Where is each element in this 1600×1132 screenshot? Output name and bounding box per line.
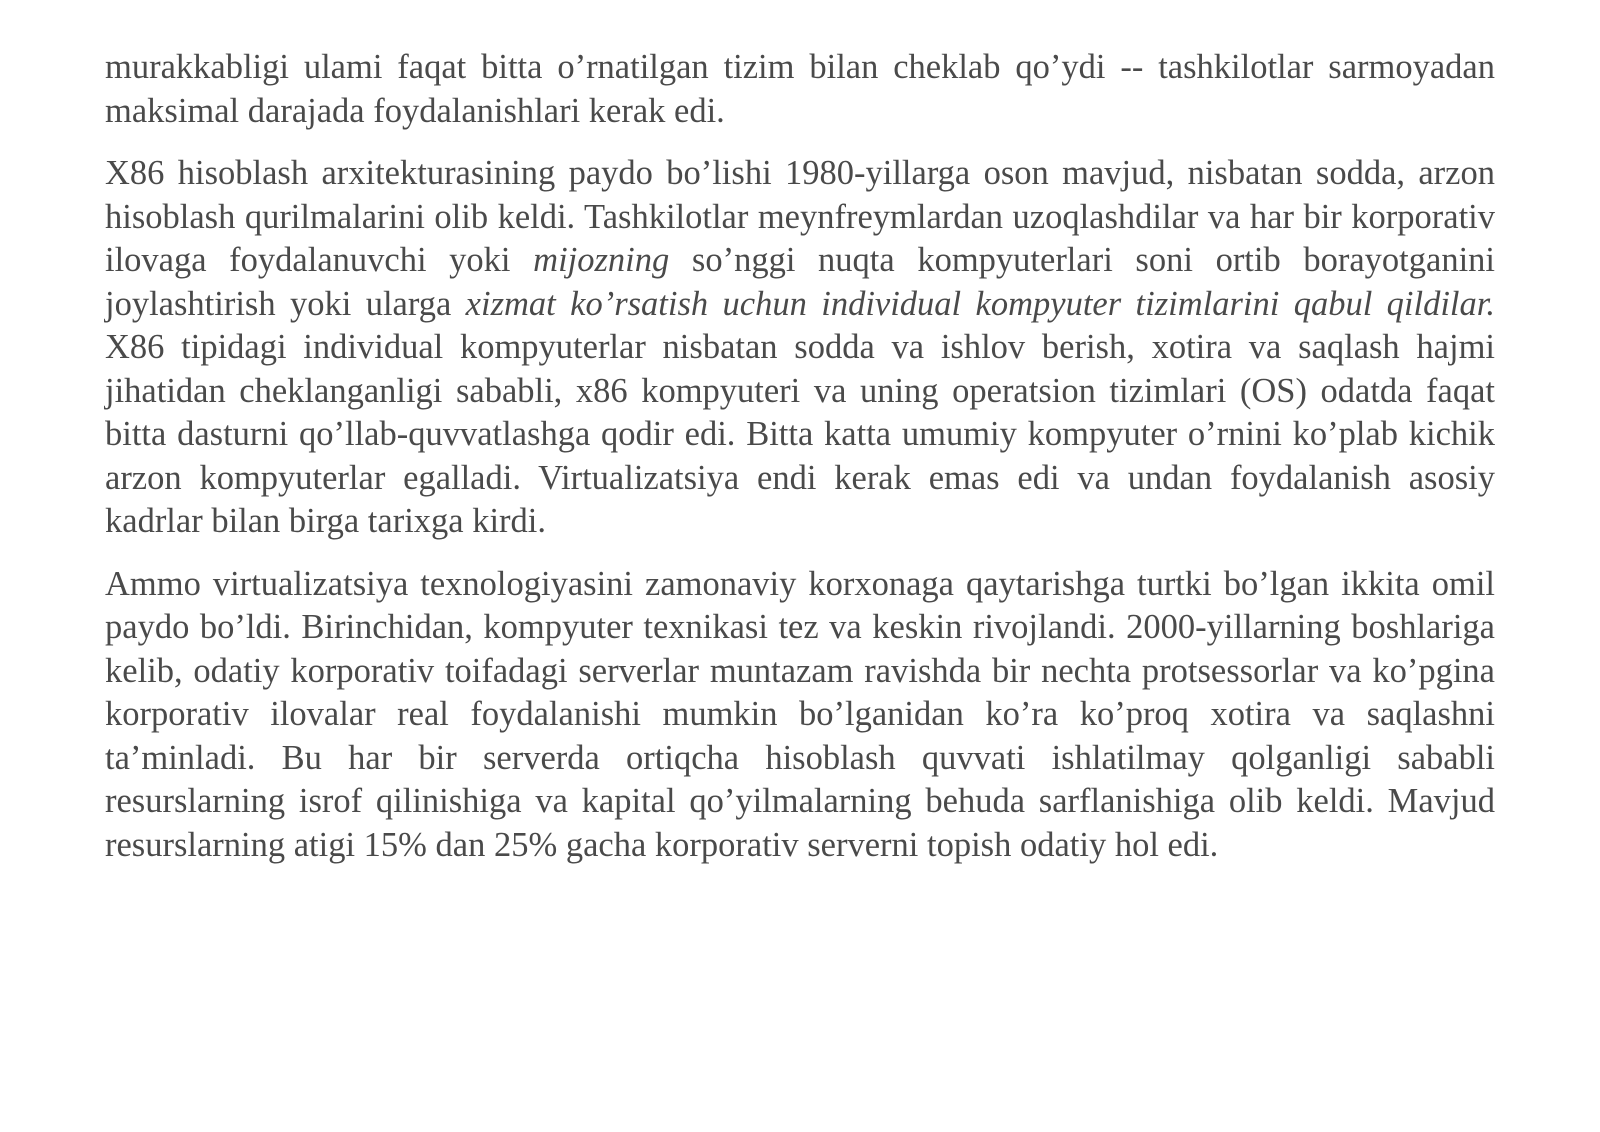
paragraph-2-text-c: X86 tipidagi individual kompyuterlar nisbatan sodda va ishlov berish, xotira va saqlash hajmi jihatidan cheklanganligi sababli, x86 kompyuteri va uning operatsion tizimlari (OS) odatda faqat bitta dasturni qo’llab-quvvatlashga qodir edi. Bitta katta umumiy kompyuter o’rnini ko’plab kichik arzon kompyuterlar egalladi. Virtualizatsiya endi kerak emas edi va undan foydalanish asosiy kadrlar bilan birga tarixga kirdi. [105, 328, 1495, 540]
paragraph-3 [105, 563, 1495, 868]
paragraph-3-text: Ammo virtualizatsiya texnologiyasini zamonaviy korxonaga qaytarishga turtki bo’lgan ikkita omil paydo bo’ldi. Birinchidan, kompyuter texnikasi tez va keskin rivojlandi. 2000-yillarning boshlariga kelib, odatiy korporativ toifadagi serverlar muntazam ravishda bir nechta protsessorlar va ko’pgina korporativ ilovalar real foydalanishi mumkin bo’lganidan ko’ra ko’proq xotira va saqlashni ta’minladi. Bu har bir serverda ortiqcha hisoblash quvvati ishlatilmay qolganligi sababli resurslarning isrof qilinishiga va kapital qo’yilmalarning behuda sarflanishiga olib keldi. Mavjud resurslarning atigi 15% dan 25% gacha korporativ serverni topish odatiy hol edi. [105, 564, 1495, 864]
paragraph-2-italic-b: xizmat ko’rsatish uchun individual kompyuter tizimlarini qabul qildilar. [465, 284, 1495, 323]
paragraph-2-italic-a: mijozning [533, 241, 670, 279]
paragraph-1-text: murakkabligi ulami faqat bitta o’rnatilgan tizim bilan cheklab qo’ydi -- tashkilotlar sarmoyadan maksimal darajada foydalanishlari kerak edi. [105, 48, 1495, 130]
paragraph-2-text-a: X86 hisoblash arxitekturasining paydo bo’lishi 1980-yillarga oson mavjud, nisbatan sodda, arzon hisoblash qurilmalarini olib keldi. Tashkilotlar meynfreymlardan uzoqlashdilar va har bir korporativ ilovaga foydalanuvchi yoki [105, 154, 1495, 279]
paragraph-2-text-b: so’nggi nuqta kompyuterlari soni ortib borayotganini joylashtirish yoki ularga [105, 241, 1495, 323]
paragraph-2 [105, 152, 1495, 544]
paragraph-1 [105, 46, 1495, 133]
